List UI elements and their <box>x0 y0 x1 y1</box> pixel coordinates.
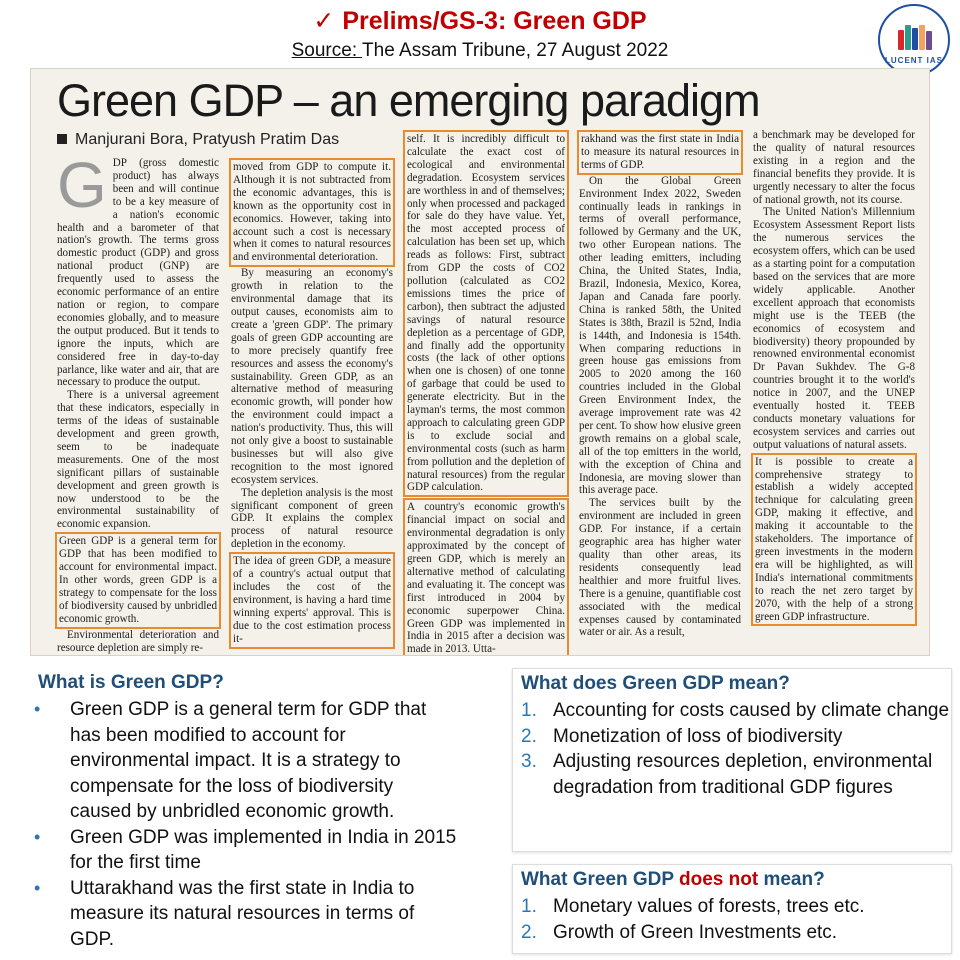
list-item: • Uttarakhand was the first state in India to measure its natural resources in terms of GDP. <box>34 877 415 950</box>
highlighted-paragraph: It is possible to create a comprehensive strategy to establish a widely accepted technique for calculating green GDP, making it effective, and making it accountable to the stakeholders. The importance of green investments in the modern era will be highlighted, as will India's international commitments to reach the net zero target by 2070, with the help of a strong green GDP infrastructure. <box>751 453 917 627</box>
article-paragraph: There is a universal agreement that these indicators, especially in terms of the ideas of sustainable development and green growth, seem to be inadequate measurements. One of the most significant pillars of sustainable development and green growth is now understood to be the environmental sustainability of economic expansion. <box>57 389 219 531</box>
article-paragraph: The United Nation's Millennium Ecosystem Assessment Report lists the numerous services the ecosystem offers, which can be used as a starting point for a computation based on the services that are more widely applicable. Another excellent approach that economists might use is the TEEB (the economics of ecosystem and biodiversity) theory propounded by renowned environmental economist Dr Pavan Sukhdev. The G-8 countries brought it to the world's notice in 2007, and the UNEP eventually hosted it. TEEB conducts monetary valuations for ecosystem services and carries out output valuations of natural assets. <box>753 206 915 451</box>
drop-cap: G <box>57 149 107 221</box>
what-green-gdp-does-not-mean-panel <box>512 864 952 954</box>
article-column-4 <box>579 129 741 639</box>
article-column-1 <box>57 149 219 654</box>
highlighted-paragraph: The idea of green GDP, a measure of a country's actual output that includes the cost of the environment, is having a hard time winning experts' approval. This is due to the cost estimation process it- <box>229 552 395 648</box>
article-paragraph: The services built by the environment are included in green GDP. For instance, if a certain geographic area has higher water quality than other areas, its residents consequently lead healthier and more fruitful lives. There is a genuine, quantifiable cost associated with the medical expenses caused by contaminated water or air. As a result, <box>579 497 741 639</box>
list-item: • Green GDP is a general term for GDP that has been modified to account for environmental impact. It is a strategy to compensate for the loss of biodiversity caused by unbridled economic growth. <box>34 699 427 822</box>
article-paragraph: By measuring an economy's growth in relation to the environmental damage that its output causes, economists aim to create a 'green GDP'. The primary goals of green GDP accounting are to more precisely quantify free resources and assess the economy's sustainability. Green GDP, as an alternative method of measuring economic growth, will ponder how the environment could impact a nation's productivity. Thus, this will not only give a boost to sustainable businesses but will also give recognition to the most ignored ecosystem services. <box>231 267 393 486</box>
list-number: 3. <box>521 751 537 772</box>
highlighted-paragraph: rakhand was the first state in India to measure its natural resources in terms of GDP. <box>577 130 743 175</box>
numbered-list <box>513 894 951 945</box>
article-paragraph: Environmental deterioration and resource depletion are simply re- <box>57 628 219 654</box>
what-green-gdp-means-panel <box>512 668 952 852</box>
highlighted-paragraph: moved from GDP to compute it. Although it is not subtracted from the economic advantages, this is known as the opportunity cost in economics. However, taking into account such a cost is necessary when it comes to natural resources and environmental deterioration. <box>229 158 395 267</box>
list-item: 1. Accounting for costs caused by climate change <box>513 698 951 724</box>
page-title: ✓ Prelims/GS-3: Green GDP <box>313 7 647 35</box>
panel-title: What Green GDP does not mean? <box>521 869 825 890</box>
bullet-icon: • <box>34 877 41 898</box>
article-column-3 <box>405 129 567 656</box>
list-number: 1. <box>521 896 537 917</box>
lucent-ias-logo <box>878 4 950 76</box>
list-number: 2. <box>521 725 537 747</box>
article-paragraph: GDP (gross domestic product) has always been and will continue to be a key measure of a nation's economic health and a barometer of that nation's growth. The terms gross domestic product (GDP) and gross national product (GNP) are frequently used to assess the economic performance of an entire nation or region, to compare economies globally, and to measure the output produced. But it tends to ignore the inputs, which are considered free in day-to-day parlance, like water and air, that are necessary to produce the output. <box>57 149 219 389</box>
highlighted-paragraph: A country's economic growth's financial impact on social and environmental degradation is only approximated by the concept of green GDP, which is merely an alternative method of calculating and evaluating it. The concept was first introduced in 2004 by economic superpower China. Green GDP was implemented in India in 2015 after a decision was made in 2013. Utta- <box>403 498 569 656</box>
list-item: 2. Growth of Green Investments etc. <box>513 920 951 946</box>
header <box>0 0 960 68</box>
article-column-5 <box>753 129 915 626</box>
article-headline: Green GDP – an emerging paradigm <box>57 75 760 126</box>
article-paragraph: On the Global Green Environment Index 2022, Sweden continually leads in rankings in terms of overall performance, followed by Germany and the UK, two other European nations. The other leading emitters, including China, the United States, India, Brazil, Indonesia, Mexico, Korea, Japan and Canada fare poorly. China is ranked 58th, the United States is 38th, Brazil is 52nd, India is 144th, and Indonesia is 154th. When comparing reductions in green house gas emissions from 2005 to 2020 among the 160 countries included in the Global Green Environment Index, the average improvement rate was 42 per cent. To show how elusive green growth remains on a global scale, all of the top emitters in the world, with the exception of China and Indonesia, are moving slower than this average pace. <box>579 174 741 497</box>
bullet-icon: • <box>34 826 41 847</box>
panel-title: What does Green GDP mean? <box>521 673 790 694</box>
article-column-2 <box>231 157 393 649</box>
list-item: 3. Adjusting resources depletion, environmental degradation from traditional GDP figures <box>521 751 933 798</box>
article-paragraph: a benchmark may be developed for the quality of natural resources existing in a region and the financial benefits they provide. It is urgently necessary to alter the focus of national growth, not its course. <box>753 129 915 206</box>
list-item: 2. Monetization of loss of biodiversity <box>513 724 951 750</box>
list-item: 1. Monetary values of forests, trees etc. <box>513 894 951 920</box>
what-is-green-gdp-panel <box>28 668 458 960</box>
highlighted-paragraph: Green GDP is a general term for GDP that has been modified to account for environmental impact. In other words, green GDP is a strategy to compensate for the loss of biodiversity caused by unbridled economic growth. <box>55 532 221 628</box>
source-line <box>0 40 960 62</box>
source-text: The Assam Tribune, 27 August 2022 <box>362 40 669 61</box>
logo-text: LUCENT IAS <box>885 56 943 65</box>
bullet-list <box>28 697 458 952</box>
bullet-icon: • <box>34 699 41 719</box>
article-byline: Manjurani Bora, Pratyush Pratim Das <box>57 131 339 149</box>
check-icon: ✓ <box>313 7 335 35</box>
list-number: 1. <box>521 700 537 721</box>
books-logo-icon <box>898 24 934 50</box>
list-number: 2. <box>521 921 537 943</box>
highlighted-paragraph: self. It is incredibly difficult to calculate the exact cost of ecological and environmental degradation. Ecosystem services are worthless in and of themselves; only when processed and packaged for sale do they have value. Yet, the most accepted process of calculation has been set up, which reads as follows: First, subtract from GDP the costs of CO2 pollution (calculated as CO2 emissions times the price of carbon), then subtract the adjusted savings of natural resource depletion as a percentage of GDP, and finally add the opportunity costs (the lack of other options when one is chosen) of one tonne of garbage that could be used to generate electricity. But in the layman's terms, the most common approach to calculating green GDP is to exclude social and environmental costs (such as harm from pollution and the depletion of natural resources) from the regular GDP calculation. <box>403 130 569 497</box>
numbered-list <box>513 698 951 800</box>
newspaper-clipping <box>30 68 930 656</box>
panel-title: What is Green GDP? <box>38 672 224 693</box>
source-label: Source: <box>291 40 363 61</box>
article-paragraph: The depletion analysis is the most significant component of green GDP. It explains the complex process of natural resource depletion in the economy. <box>231 486 393 551</box>
list-item: • Green GDP was implemented in India in 2015 for the first time <box>34 826 457 873</box>
square-bullet-icon <box>57 134 67 144</box>
